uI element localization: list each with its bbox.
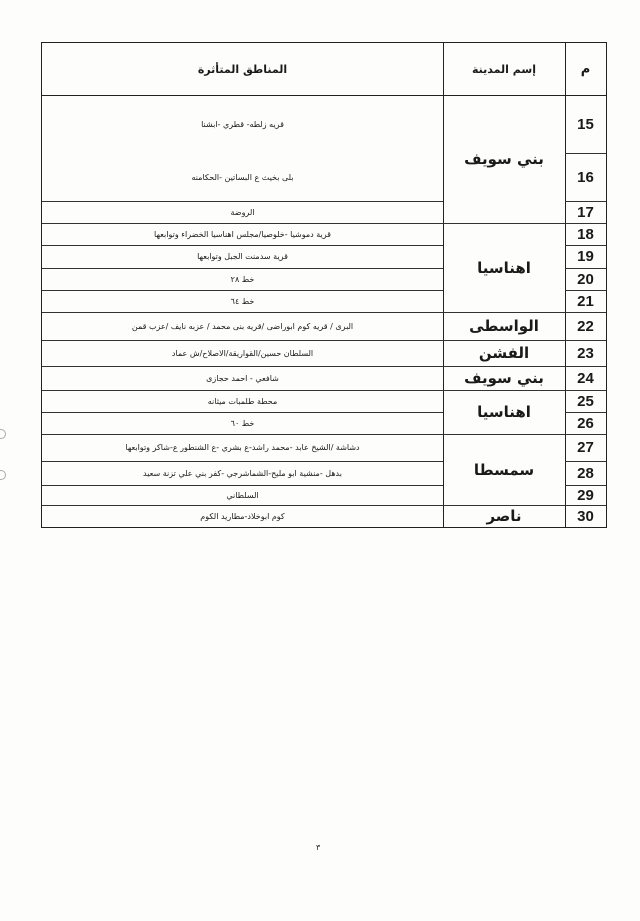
row-number: 30 <box>577 507 594 525</box>
affected-area: السلطان حسين/القواريقة/الاصلاح/ش عماد <box>171 348 314 358</box>
affected-area: بدهل -منشية ابو مليح-الشماشرجي -كفر بني علي تزنة سعيد <box>143 468 342 478</box>
affected-area: البرى / قريه كوم ابوراضى /قريه بنى محمد / عزبه نايف /عزب قمن <box>131 321 354 331</box>
city-name: اهناسيا <box>477 403 531 421</box>
city-name: الفشن <box>478 344 530 362</box>
affected-area: قريه زلطه- قطري -ابشنا <box>201 119 284 129</box>
city-name: ناصر <box>486 507 522 525</box>
city-name: اهناسيا <box>477 258 531 277</box>
page-number: ٣ <box>316 843 321 852</box>
affected-area: خط ٦٤ <box>230 296 255 306</box>
row-number: 15 <box>577 115 594 133</box>
affected-area: كوم ابوخلاد-مطاريد الكوم <box>200 511 285 521</box>
affected-areas-table <box>41 42 607 528</box>
affected-area: قرية دموشيا -خلوصيا/مجلس اهناسيا الخضراء وتوابعها <box>154 229 331 239</box>
row-number: 19 <box>577 248 594 265</box>
affected-area: خط ٢٨ <box>230 274 255 284</box>
header-city: إسم المدينة <box>472 62 536 76</box>
affected-area: بلى بخيث ع البساتين -الحكامنه <box>191 172 294 182</box>
affected-area: الروضة <box>230 207 255 217</box>
row-number: 23 <box>577 344 594 362</box>
header-num: م <box>580 61 591 77</box>
row-number: 16 <box>577 168 594 186</box>
affected-area: محطة طلمبات ميثانه <box>207 396 278 406</box>
row-number: 27 <box>577 439 594 456</box>
row-number: 21 <box>577 292 594 310</box>
city-name: بني سويف <box>464 150 544 168</box>
city-name: الواسطى <box>469 317 539 335</box>
affected-area: خط ٦٠ <box>230 418 255 428</box>
row-number: 26 <box>577 414 594 432</box>
binder-hole-mark <box>0 429 6 439</box>
row-number: 18 <box>577 225 594 243</box>
affected-area: دشاشة /الشيخ عابد -محمد راشد-ع بشري -ع الشنطور ع-شاكر وتوابعها <box>125 443 360 452</box>
affected-area: قرية سدمنت الجبل وتوابعها <box>197 252 288 261</box>
row-number: 17 <box>577 203 594 221</box>
header-areas: المناطق المتأثرة <box>197 62 288 76</box>
row-number: 22 <box>577 317 594 335</box>
row-number: 29 <box>577 486 594 504</box>
binder-hole-mark <box>0 470 6 480</box>
city-name: سمسطا <box>473 460 535 479</box>
city-name: بني سويف <box>464 369 544 387</box>
affected-area: شافعي - احمد حجازى <box>206 373 279 383</box>
affected-area: السلطاني <box>226 490 259 500</box>
row-number: 28 <box>577 464 594 482</box>
row-number: 25 <box>577 392 594 410</box>
row-number: 24 <box>577 369 594 387</box>
row-number: 20 <box>577 270 594 288</box>
